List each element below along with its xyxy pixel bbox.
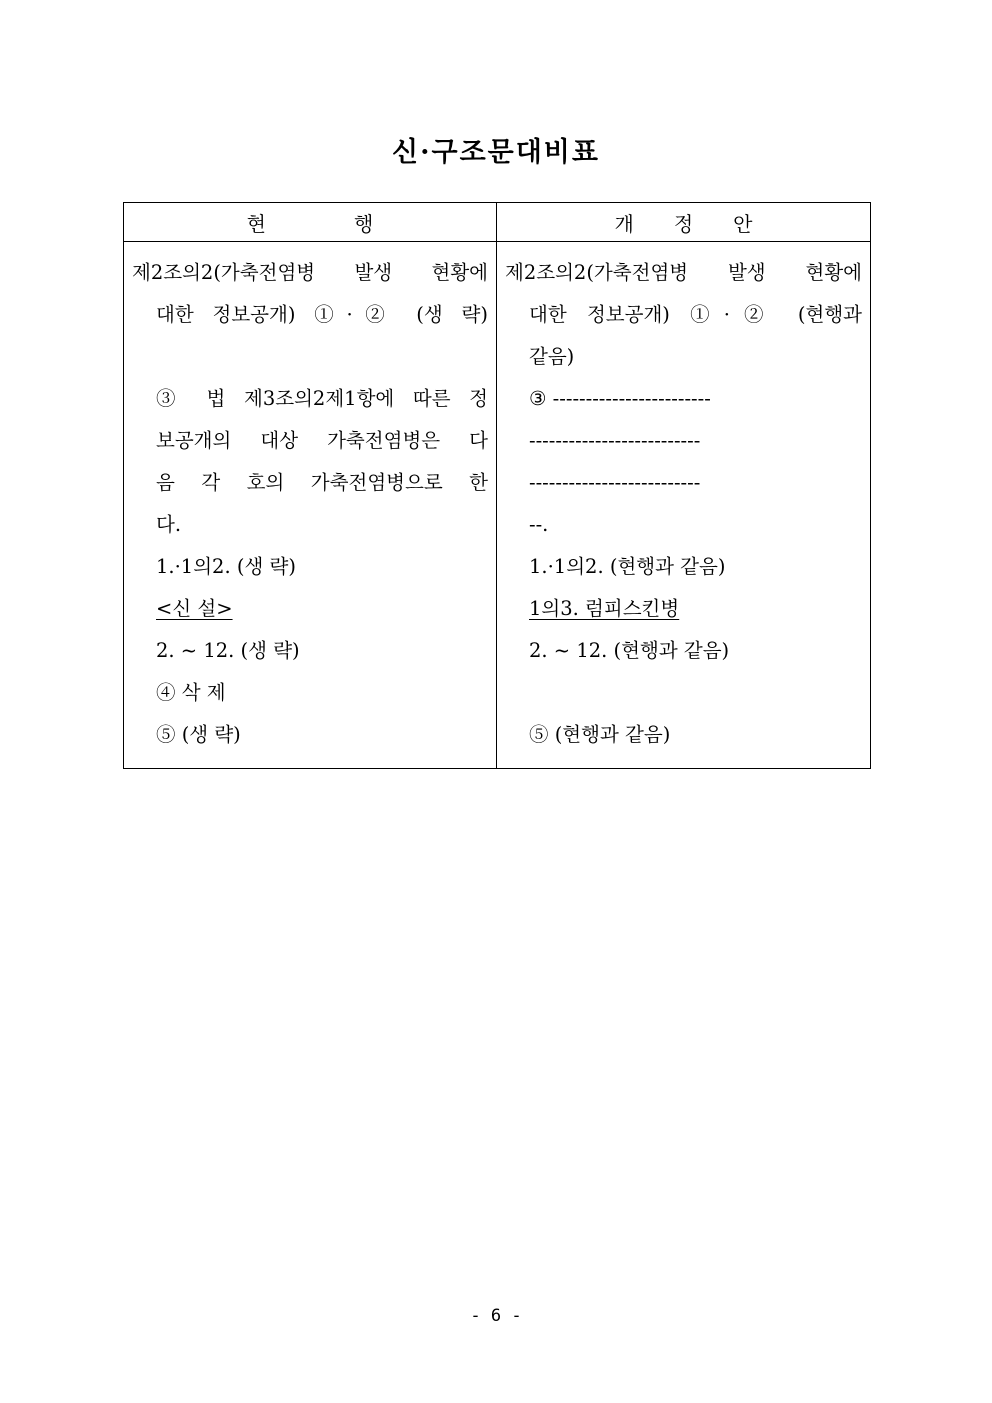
header-revised-char-1: 개 xyxy=(614,211,634,236)
table-body-row xyxy=(124,242,871,769)
page-number: - 6 - xyxy=(470,1306,522,1326)
table-header-row xyxy=(124,203,871,242)
header-revised xyxy=(497,203,871,242)
current-text-cell xyxy=(124,242,497,769)
revised-article-heading-line-2: 대한 정보공개) ①·② (현행과 xyxy=(529,303,862,326)
header-current-char-2: 행 xyxy=(354,211,374,236)
header-revised-char-2: 정 xyxy=(673,211,694,236)
current-article-heading-line-1: 제2조의2(가축전염병 발생 현황에 xyxy=(132,261,488,284)
current-para3-line-1: ③ 법 제3조의2제1항에 따른 정 xyxy=(156,387,488,410)
revised-item-new-label: 1의3. 럼피스킨병 xyxy=(529,597,680,620)
current-item-2: 2. ~ 12. (생 략) xyxy=(156,639,300,662)
revised-blank-line xyxy=(505,672,862,714)
revised-article-heading-line-1: 제2조의2(가축전염병 발생 현황에 xyxy=(505,261,862,284)
revised-para3-line-4: --. xyxy=(529,513,549,536)
current-article-heading-line-2: 대한 정보공개) ①·② (생 략) xyxy=(156,303,488,326)
revised-item-new xyxy=(505,588,862,630)
current-blank-line xyxy=(132,336,488,378)
header-current-char-1: 현 xyxy=(246,211,266,236)
revised-item-1: 1.·1의2. (현행과 같음) xyxy=(529,555,726,578)
current-para5: ⑤ (생 략) xyxy=(156,723,241,746)
revised-para3-line-3: -------------------------- xyxy=(529,471,701,494)
revised-para3-line-2: -------------------------- xyxy=(529,429,701,452)
current-item-new xyxy=(132,588,488,630)
revised-text-cell xyxy=(497,242,871,769)
current-item-1: 1.·1의2. (생 략) xyxy=(156,555,296,578)
header-current xyxy=(124,203,497,242)
current-para4: ④ 삭 제 xyxy=(156,681,226,704)
revised-item-2: 2. ~ 12. (현행과 같음) xyxy=(529,639,730,662)
header-revised-char-3: 안 xyxy=(733,211,753,236)
revised-para3-line-1: ③ ------------------------ xyxy=(529,387,711,410)
current-para3-line-4: 다. xyxy=(156,513,182,536)
current-para3-line-3: 음 각 호의 가축전염병으로 한 xyxy=(156,471,488,494)
revised-para5: ⑤ (현행과 같음) xyxy=(529,723,671,746)
comparison-table xyxy=(123,202,871,769)
current-item-new-label: <신 설> xyxy=(156,597,233,620)
page-title: 신·구조문대비표 xyxy=(392,137,600,168)
current-para3-line-2: 보공개의 대상 가축전염병은 다 xyxy=(156,429,488,452)
revised-article-heading-line-3: 같음) xyxy=(529,345,575,368)
